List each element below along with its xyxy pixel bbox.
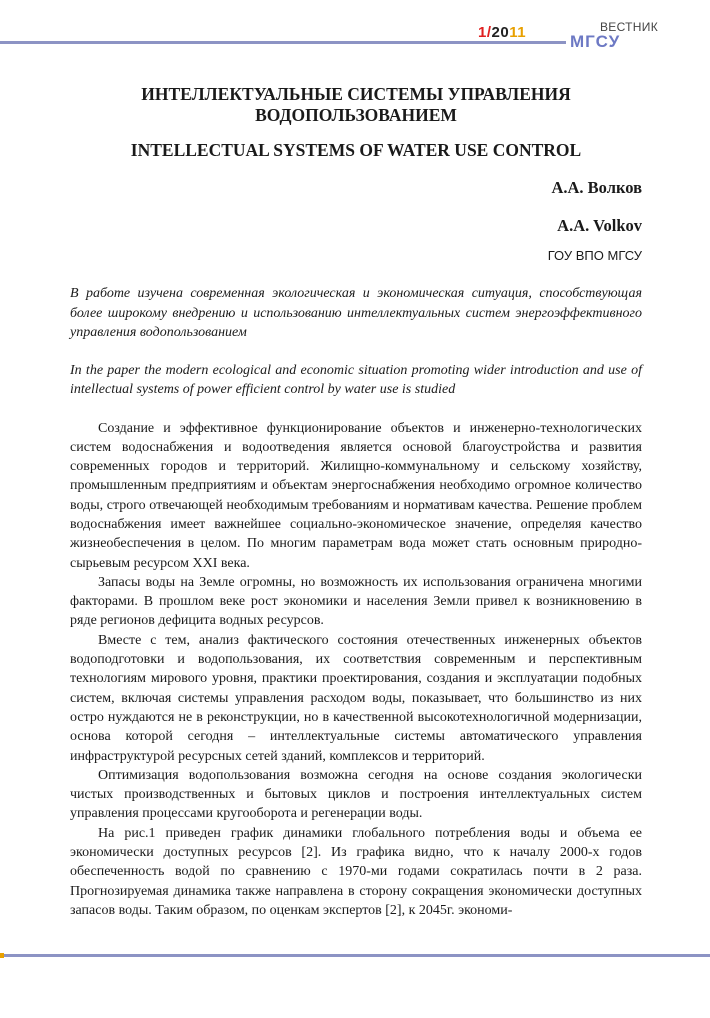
abstract-ru: В работе изучена современная экологическая и экономическая ситуация, способствующая более широкому внедрению и использованию интеллектуальных систем энергоэффективного управления водопользованием [70, 286, 642, 340]
article [70, 84, 642, 920]
body-text [70, 419, 642, 921]
footer-mark [0, 953, 4, 958]
paragraph: Запасы воды на Земле огромны, но возможность их использования ограничена многими факторами. В прошлом веке рост экономики и населения Земли привел к возникновению в ряде регионов дефицита водных ресурсов. [70, 574, 642, 629]
issue-number: 1/2011 [478, 24, 527, 41]
paragraph: На рис.1 приведен график динамики глобального потребления воды и объема ее экономически доступных ресурсов [2]. Из графика видно, что к началу 2000-х годов обеспеченность водой по сравнению с 1970-ми годами сократилась почти в 2 раза. Прогнозируемая динамика также направлена в сторону сокращения экономически доступных запасов воды. Таким образом, по оценкам экспертов [2], к 2045г. экономи- [70, 825, 642, 918]
author-ru: А.А. Волков [551, 178, 642, 197]
title-ru: ИНТЕЛЛЕКТУАЛЬНЫЕ СИСТЕМЫ УПРАВЛЕНИЯ ВОДОПОЛЬЗОВАНИЕМ [141, 84, 571, 125]
abstract-en: In the paper the modern ecological and economic situation promoting wider introduction and use of intellectual systems of power efficient control by water use is studied [70, 362, 642, 397]
journal-name-top: ВЕСТНИК [600, 20, 658, 34]
affiliation: ГОУ ВПО МГСУ [547, 248, 642, 263]
footer-rule [0, 954, 710, 957]
paragraph: Создание и эффективное функционирование объектов и инженерно-технологических систем водоснабжения и водоотведения является основой благоустройства и развития современных городов и территорий. Жилищно-коммунальному и сельскому хозяйству, промышленным предприятиям и объектам энергоснабжения необходимо огромное количество воды, строго отвечающей необходимым требованиям и нормативам качества. Решение проблем водоснабжения имеет важнейшее социально-экономическое значение, определяя качество жизнеобеспечения в целом. По многим параметрам вода может стать основным природно-сырьевым ресурсом XXI века. [70, 420, 642, 571]
header-rule [0, 41, 566, 44]
journal-name-logo: МГСУ [570, 32, 621, 51]
paragraph: Вместе с тем, анализ фактического состояния отечественных инженерных объектов водоподготовки и водопользования, их соответствия современным и перспективным технологиям мирового уровня, практики проектирования, создания и эксплуатации подобных систем, включая системы управления расходом воды, показывает, что большинство из них остро нуждаются не в реконструкции, но в качественной высокотехнологичной модернизации, основа которой сегодня – интеллектуальные системы автоматического управления инфраструктурой ресурсных сетей зданий, комплексов и территорий. [70, 632, 642, 764]
author-en: A.A. Volkov [557, 216, 642, 235]
paragraph: Оптимизация водопользования возможна сегодня на основе создания экологически чистых производственных и бытовых циклов и построения интеллектуальных систем управления процессами кругооборота и регенерации воды. [70, 767, 642, 822]
title-en: INTELLECTUAL SYSTEMS OF WATER USE CONTROL [130, 140, 582, 160]
